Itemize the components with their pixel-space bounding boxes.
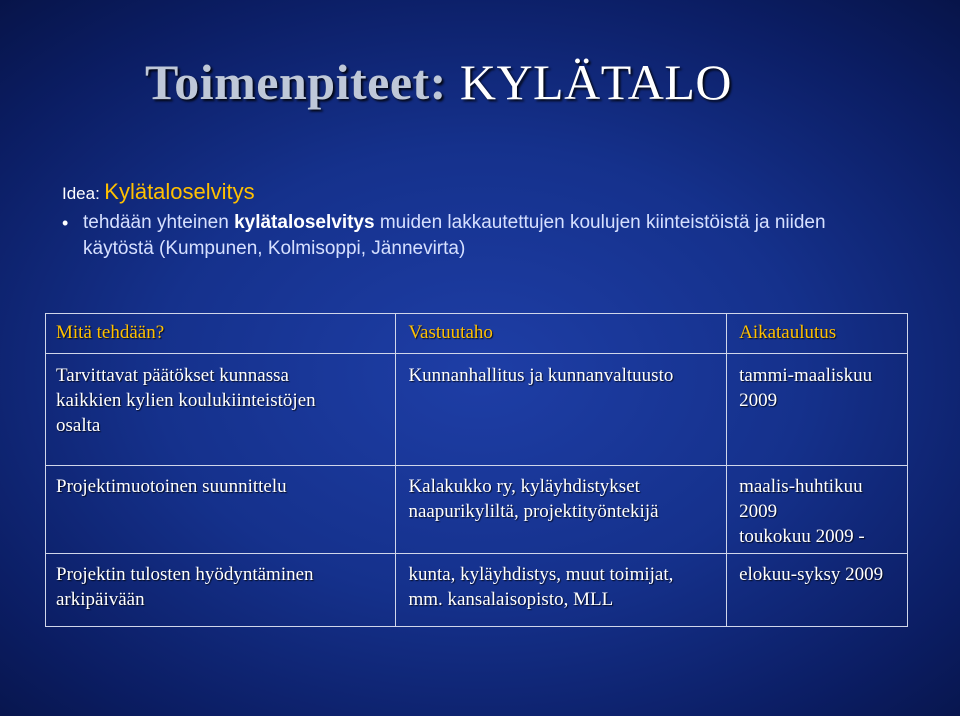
bullet-item: [62, 210, 882, 262]
bullet-dot-icon: •: [62, 213, 69, 233]
idea-label: Idea:: [62, 184, 100, 203]
header-responsible: Vastuutaho: [396, 314, 727, 354]
cell-schedule: elokuu-syksy 2009: [727, 554, 908, 627]
idea-topic: Kylätaloselvitys: [104, 179, 255, 204]
cell-schedule: maalis-huhtikuu 2009 toukokuu 2009 -: [727, 466, 908, 554]
cell-responsible: Kalakukko ry, kyläyhdistykset naapurikyliltä, projektityöntekijä: [396, 466, 727, 554]
header-schedule: Aikataulutus: [727, 314, 908, 354]
cell-responsible: kunta, kyläyhdistys, muut toimijat, mm. kansalaisopisto, MLL: [396, 554, 727, 627]
idea-line: [62, 181, 255, 203]
table-row: [46, 554, 908, 627]
bullet-text-bold: kylätaloselvitys: [234, 212, 375, 233]
table-row: [46, 354, 908, 466]
cell-what: Projektimuotoinen suunnittelu: [46, 466, 396, 554]
table-header-row: [46, 314, 908, 354]
cell-responsible: Kunnanhallitus ja kunnanvaltuusto: [396, 354, 727, 466]
cell-schedule: tammi-maaliskuu 2009: [727, 354, 908, 466]
cell-what: Projektin tulosten hyödyntäminen arkipäivään: [46, 554, 396, 627]
action-plan-table: [45, 313, 908, 627]
slide-title-part-2: KYLÄTALO: [459, 54, 733, 110]
header-what: Mitä tehdään?: [46, 314, 396, 354]
bullet-text-end: muiden lakkautettujen koulujen kiinteistöistä ja niiden käytöstä (Kumpunen, Kolmisoppi, Jännevirta): [83, 212, 826, 259]
bullet-text-start: tehdään yhteinen: [83, 212, 235, 233]
cell-what: Tarvittavat päätökset kunnassa kaikkien kylien koulukiinteistöjen osalta: [46, 354, 396, 466]
slide-title-part-1: Toimenpiteet:: [145, 54, 447, 110]
bullet-text: [83, 210, 882, 262]
table-row: [46, 466, 908, 554]
slide-title: [145, 54, 733, 110]
